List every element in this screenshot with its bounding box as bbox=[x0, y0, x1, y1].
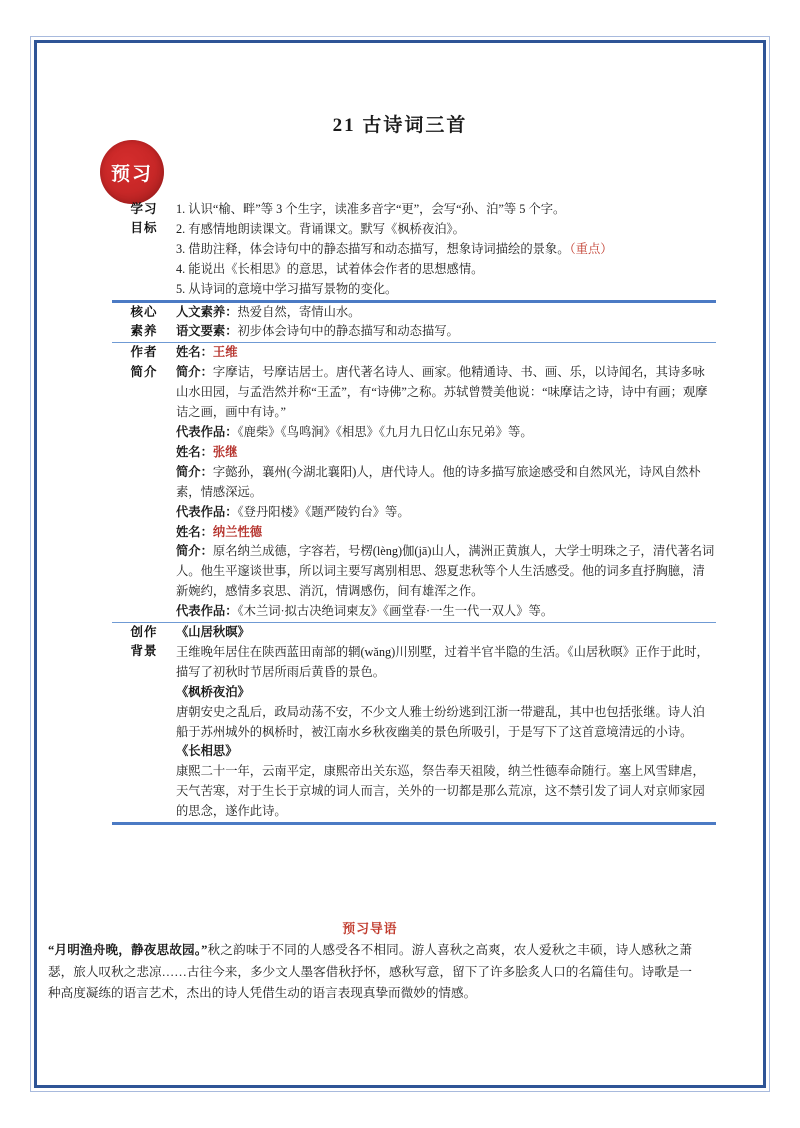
author-name-line bbox=[176, 443, 716, 463]
preview-guide-body bbox=[48, 940, 692, 1005]
core-literacy-item bbox=[176, 303, 716, 323]
row-label-background-line2: 背景 bbox=[130, 644, 158, 659]
objective-item-text: 3. 借助注释，体会诗句中的静态描写和动态描写，想象诗词描绘的景象。 bbox=[176, 241, 570, 256]
preview-guide-block bbox=[48, 918, 692, 1005]
author-name-line bbox=[176, 523, 716, 543]
preview-guide-heading: 预习导语 bbox=[342, 922, 398, 936]
author-name-value: 纳兰性德 bbox=[212, 524, 263, 539]
preview-seal-label: 预习 bbox=[110, 163, 153, 185]
background-poem-text: 唐朝安史之乱后，政局动荡不安，不少文人雅士纷纷逃到江浙一带避乱，其中也包括张继。诗人泊船于苏州城外的枫桥时，被江南水乡秋夜幽美的景色所吸引，于是写下了这首意境清远的小诗。 bbox=[176, 704, 705, 739]
background-poem-title: 《枫桥夜泊》 bbox=[176, 684, 250, 699]
core-literacy-key: 语文要素： bbox=[176, 324, 238, 339]
objective-item: 4. 能说出《长相思》的意思，试着体会作者的思想感情。 bbox=[176, 261, 484, 276]
author-works-key: 代表作品： bbox=[176, 604, 238, 619]
row-label-core-literacy-line2: 素养 bbox=[130, 323, 158, 338]
section-divider-thick bbox=[112, 822, 716, 825]
author-intro-key: 简介： bbox=[176, 464, 213, 479]
preview-guide-text: 秋之韵味于不同的人感受各不相同。游人喜秋之高爽，农人爱秋之丰硕，诗人感秋之萧瑟，旅人叹秋之悲凉……古往今来，多少文人墨客借秋抒怀，感秋写意，留下了许多脍炙人口的名篇佳句。诗歌是一种高度凝练的语言艺术，杰出的诗人凭借生动的语言表现真挚而微妙的情感。 bbox=[48, 943, 693, 1001]
table-row-authors bbox=[112, 343, 716, 622]
author-works-line bbox=[176, 602, 716, 622]
author-intro-line bbox=[176, 463, 716, 503]
row-label-objectives bbox=[112, 200, 176, 300]
objective-item: 2. 有感情地朗读课文。背诵课文。默写《枫桥夜泊》。 bbox=[176, 221, 465, 236]
objective-item: 1. 认识“榆、畔”等 3 个生字，读准多音字“更”，会写“孙、泊”等 5 个字。 bbox=[176, 202, 566, 216]
preview-guide-quote: “月明渔舟晚，静夜思故园。” bbox=[48, 943, 208, 957]
author-works-value: 《登丹阳楼》《题严陵钓台》等。 bbox=[237, 504, 410, 519]
row-label-core-literacy-line1: 核心 bbox=[130, 304, 158, 319]
objective-item: 5. 从诗词的意境中学习描写景物的变化。 bbox=[176, 281, 398, 296]
page-title: 21 古诗词三首 bbox=[332, 115, 468, 136]
row-label-authors-line2: 简介 bbox=[130, 364, 158, 379]
row-label-objectives-line1: 学习 bbox=[130, 202, 158, 216]
core-literacy-key: 人文素养： bbox=[176, 304, 238, 319]
author-intro-line bbox=[176, 363, 716, 423]
background-poem-text: 康熙二十一年，云南平定，康熙帝出关东巡，祭告奉天祖陵，纳兰性德奉命随行。塞上风雪肆虐，天气苦寒，对于生长于京城的词人而言，关外的一切都是那么荒凉，这不禁引发了词人对京师家园的思念，遂作此诗。 bbox=[176, 764, 705, 819]
lesson-info-table bbox=[112, 200, 716, 825]
background-poem-title: 《山居秋暝》 bbox=[176, 625, 250, 640]
row-body-background bbox=[176, 623, 716, 822]
author-intro-value: 字摩诘，号摩诘居士。唐代著名诗人、画家。他精通诗、书、画、乐，以诗闻名，其诗多咏山水田园，与孟浩然并称“王孟”，有“诗佛”之称。苏轼曾赞美他说：“味摩诘之诗，诗中有画；观摩诘之画，画中有诗。” bbox=[176, 365, 708, 420]
table-row-background bbox=[112, 623, 716, 822]
divider-row bbox=[112, 822, 716, 825]
author-intro-value: 字懿孙，襄州(今湖北襄阳)人，唐代诗人。他的诗多描写旅途感受和自然风光，诗风自然朴素，情感深远。 bbox=[176, 464, 701, 499]
author-name-value: 王维 bbox=[212, 345, 238, 360]
table-row-core-literacy bbox=[112, 303, 716, 343]
background-poem-title: 《长相思》 bbox=[176, 744, 238, 759]
row-body-authors bbox=[176, 343, 716, 622]
row-label-authors bbox=[112, 343, 176, 622]
author-intro-value: 原名纳兰成德，字容若，号楞(lèng)伽(jā)山人，满洲正黄旗人，大学士明珠之子，清代著名词人。他生平邃谈世事，所以词主要写离别相思、怨夏悲秋等个人生活感受。他的词多直抒胸臆，清新婉约，感情多哀思、消沉，情调感伤，间有雄浑之作。 bbox=[176, 544, 715, 599]
author-name-key: 姓名： bbox=[176, 345, 213, 360]
author-name-key: 姓名： bbox=[176, 524, 213, 539]
author-name-key: 姓名： bbox=[176, 444, 213, 459]
author-intro-line bbox=[176, 542, 716, 602]
row-body-core-literacy bbox=[176, 303, 716, 343]
author-name-value: 张继 bbox=[212, 444, 238, 459]
author-works-key: 代表作品： bbox=[176, 424, 238, 439]
author-works-key: 代表作品： bbox=[176, 504, 238, 519]
author-works-line bbox=[176, 503, 716, 523]
author-works-value: 《木兰词·拟古决绝词柬友》《画堂春·一生一代一双人》等。 bbox=[237, 604, 554, 619]
objective-item bbox=[176, 240, 716, 260]
table-row-objectives bbox=[112, 200, 716, 300]
row-label-background-line1: 创作 bbox=[130, 625, 158, 640]
row-label-authors-line1: 作者 bbox=[130, 345, 158, 360]
row-label-core-literacy bbox=[112, 303, 176, 343]
core-literacy-value: 初步体会诗句中的静态描写和动态描写。 bbox=[237, 324, 459, 339]
author-intro-key: 简介： bbox=[176, 544, 213, 559]
author-name-line bbox=[176, 343, 716, 363]
author-intro-key: 简介： bbox=[176, 365, 213, 380]
background-poem-text: 王维晚年居住在陕西蓝田南部的辋(wǎng)川别墅，过着半官半隐的生活。《山居秋暝》正作于此时，描写了初秋时节居所雨后黄昏的景色。 bbox=[176, 644, 709, 679]
author-works-line bbox=[176, 423, 716, 443]
author-works-value: 《鹿柴》《鸟鸣涧》《相思》《九月九日忆山东兄弟》等。 bbox=[237, 424, 533, 439]
core-literacy-value: 热爱自然，寄情山水。 bbox=[237, 304, 361, 319]
core-literacy-item bbox=[176, 322, 716, 342]
row-label-objectives-line2: 目标 bbox=[130, 221, 158, 236]
preview-seal-stamp bbox=[100, 140, 164, 204]
row-label-background bbox=[112, 623, 176, 822]
row-body-objectives bbox=[176, 200, 716, 300]
objective-key-point-badge: （重点） bbox=[569, 241, 613, 256]
